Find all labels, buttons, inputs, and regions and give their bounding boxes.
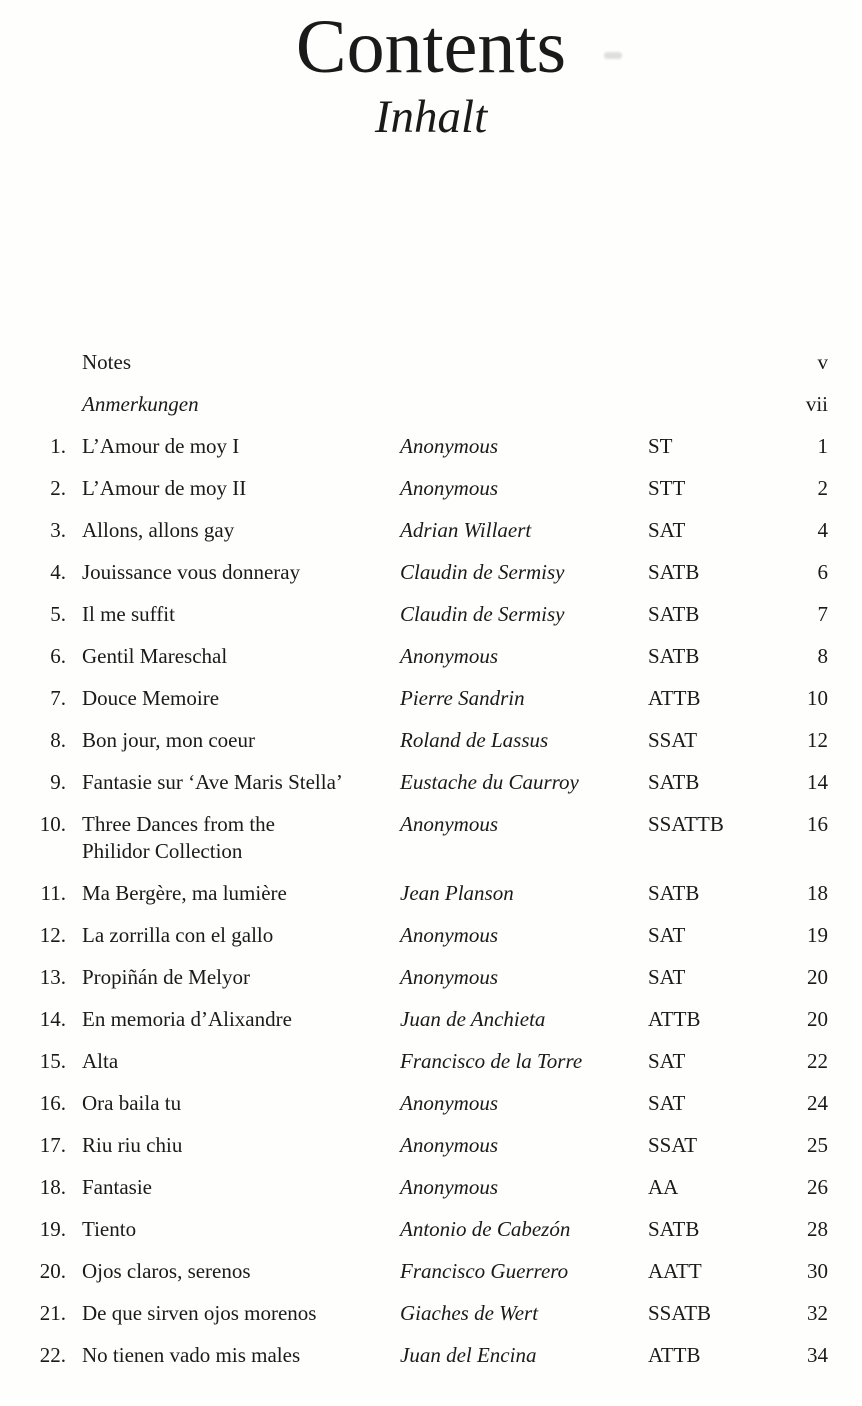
entry-composer: Anonymous [400,434,498,459]
entry-number: 6. [50,644,66,669]
entry-number: 12. [39,923,66,948]
entry-number: 13. [39,965,66,990]
entry-number: 14. [39,1007,66,1032]
entry-title: Douce Memoire [82,686,220,711]
entry-number: 9. [50,770,66,795]
entry-composer: Giaches de Wert [400,1301,539,1326]
entry-composer: Anonymous [400,923,498,948]
entry-title: Ma Bergère, ma lumière [82,881,287,906]
entry-composer: Anonymous [400,1133,498,1158]
entry-page: 18 [807,881,828,906]
entry-page: 16 [807,812,828,837]
entry-title: Il me suffit [82,602,175,627]
entry-voicing: AA [648,1175,679,1200]
entry-voicing: ATTB [648,1007,701,1032]
entry-page: vii [805,392,828,417]
entry-composer: Anonymous [400,965,498,990]
toc-row [0,391,862,418]
entry-page: 24 [807,1091,828,1116]
entry-voicing: SATB [648,881,700,906]
scan-smudge-artifact [604,52,622,59]
toc-row [0,1048,862,1075]
entry-composer: Francisco Guerrero [400,1259,569,1284]
toc-row [0,1258,862,1285]
toc-row [0,922,862,949]
entry-title: La zorrilla con el gallo [82,923,274,948]
entry-composer: Eustache du Caurroy [400,770,579,795]
toc-row [0,349,862,376]
entry-voicing: ST [648,434,673,459]
toc-row [0,1342,862,1369]
toc-row [0,1090,862,1117]
toc-row [0,964,862,991]
entry-title: No tienen vado mis males [82,1343,301,1368]
entry-number: 18. [39,1175,66,1200]
entry-voicing: SSATTB [648,812,724,837]
page-subtitle: Inhalt [374,90,488,143]
entry-voicing: SAT [648,518,686,543]
entry-composer: Anonymous [400,1175,498,1200]
toc-row [0,475,862,502]
entry-composer: Juan de Anchieta [400,1007,546,1032]
entry-title: Riu riu chiu [82,1133,183,1158]
entry-title: L’Amour de moy II [82,476,247,501]
entry-voicing: SAT [648,1049,686,1074]
entry-composer: Roland de Lassus [400,728,549,753]
entry-title: De que sirven ojos morenos [82,1301,317,1326]
entry-page: 28 [807,1217,828,1242]
entry-title: Propiñán de Melyor [82,965,250,990]
entry-page: 14 [807,770,828,795]
entry-number: 11. [40,881,66,906]
toc-row [0,1174,862,1201]
entry-title: Alta [82,1049,119,1074]
entry-composer: Claudin de Sermisy [400,560,565,585]
entry-number: 7. [50,686,66,711]
entry-voicing: SSAT [648,1133,698,1158]
entry-page: 2 [817,476,828,501]
entry-page: 22 [807,1049,828,1074]
entry-voicing: SATB [648,770,700,795]
entry-composer: Pierre Sandrin [400,686,525,711]
entry-page: 32 [807,1301,828,1326]
entry-composer: Anonymous [400,644,498,669]
entry-page: 4 [817,518,828,543]
entry-voicing: STT [648,476,686,501]
entry-number: 16. [39,1091,66,1116]
entry-composer: Antonio de Cabezón [400,1217,571,1242]
entry-voicing: SSAT [648,728,698,753]
entry-composer: Anonymous [400,1091,498,1116]
entry-composer: Claudin de Sermisy [400,602,565,627]
entry-title: Notes [82,350,131,375]
page-header [0,0,862,143]
entry-title-line2: Philidor Collection [82,839,243,864]
toc-row [0,727,862,754]
entry-composer: Adrian Willaert [400,518,532,543]
entry-composer: Anonymous [400,812,498,837]
toc-row [0,643,862,670]
entry-title: Three Dances from the Philidor Collection [66,811,400,865]
entry-number: 4. [50,560,66,585]
entry-title: En memoria d’Alixandre [82,1007,292,1032]
entry-page: 20 [807,1007,828,1032]
entry-title: Tiento [82,1217,137,1242]
toc-row [0,811,862,865]
entry-number: 10. [39,812,66,837]
toc-row [0,433,862,460]
entry-number: 5. [50,602,66,627]
entry-page: 7 [817,602,828,627]
entry-title: L’Amour de moy I [82,434,240,459]
entry-voicing: SAT [648,965,686,990]
entry-title: Ojos claros, serenos [82,1259,251,1284]
entry-voicing: AATT [648,1259,702,1284]
entry-voicing: ATTB [648,686,701,711]
toc-row [0,1132,862,1159]
entry-voicing: ATTB [648,1343,701,1368]
entry-page: v [817,350,828,375]
entry-voicing: SSATB [648,1301,712,1326]
entry-composer: Anonymous [400,476,498,501]
toc-row [0,559,862,586]
entry-page: 6 [817,560,828,585]
entry-title: Bon jour, mon coeur [82,728,255,753]
entry-number: 3. [50,518,66,543]
entry-number: 2. [50,476,66,501]
entry-page: 30 [807,1259,828,1284]
entry-page: 34 [807,1343,828,1368]
entry-composer: Jean Planson [400,881,514,906]
toc-row [0,517,862,544]
entry-page: 25 [807,1133,828,1158]
page-title: Contents [295,5,567,89]
entry-title: Fantasie [82,1175,152,1200]
entry-number: 20. [39,1259,66,1284]
entry-title: Gentil Mareschal [82,644,228,669]
entry-voicing: SAT [648,923,686,948]
entry-page: 26 [807,1175,828,1200]
entry-voicing: SATB [648,1217,700,1242]
entry-page: 10 [807,686,828,711]
entry-number: 21. [39,1301,66,1326]
entry-number: 8. [50,728,66,753]
toc-row [0,1006,862,1033]
entry-number: 19. [39,1217,66,1242]
toc-row [0,601,862,628]
entry-page: 8 [817,644,828,669]
entry-number: 1. [50,434,66,459]
entry-title: Allons, allons gay [82,518,235,543]
entry-number: 17. [39,1133,66,1158]
entry-page: 20 [807,965,828,990]
entry-composer: Juan del Encina [400,1343,537,1368]
entry-page: 1 [817,434,828,459]
entry-voicing: SATB [648,644,700,669]
toc-row [0,1216,862,1243]
entry-title: Fantasie sur ‘Ave Maris Stella’ [82,770,343,795]
entry-title: Ora baila tu [82,1091,182,1116]
entry-page: 12 [807,728,828,753]
entry-number: 15. [39,1049,66,1074]
entry-title: Jouissance vous donneray [82,560,301,585]
contents-list [0,349,862,1369]
entry-voicing: SATB [648,602,700,627]
entry-title: Anmerkungen [82,392,199,417]
entry-voicing: SAT [648,1091,686,1116]
entry-composer: Francisco de la Torre [400,1049,583,1074]
toc-row [0,685,862,712]
toc-row [0,880,862,907]
entry-voicing: SATB [648,560,700,585]
entry-page: 19 [807,923,828,948]
toc-row [0,1300,862,1327]
entry-number: 22. [39,1343,66,1368]
toc-row [0,769,862,796]
